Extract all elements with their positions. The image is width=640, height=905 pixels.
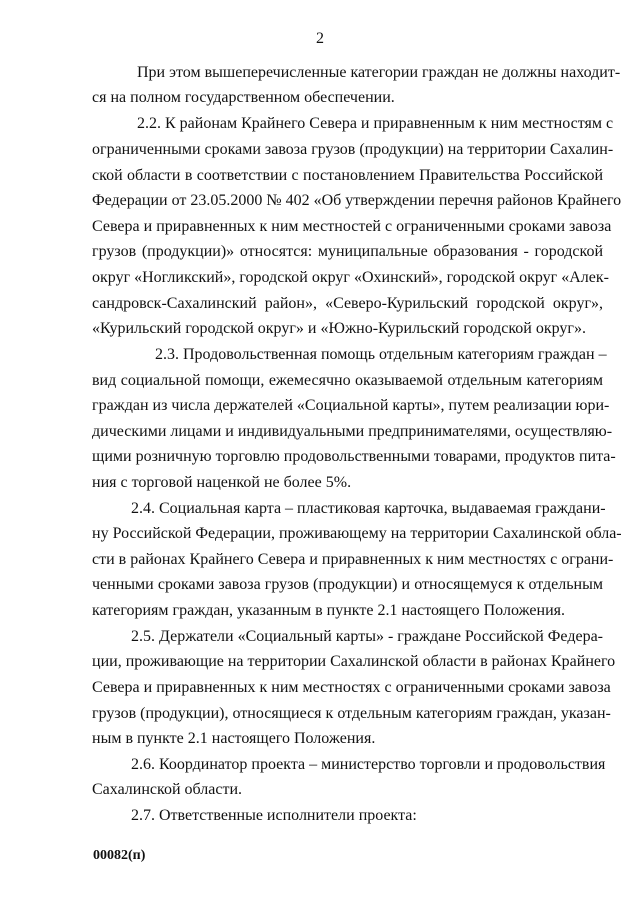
text-line: ограниченными сроками завоза грузов (продукции) на территории Сахалин-: [92, 141, 614, 158]
text-line: грузов (продукции), относящиеся к отдельным категориям граждан, указан-: [92, 705, 611, 722]
text-line: 2.7. Ответственные исполнители проекта:: [131, 807, 417, 824]
text-line: 2.5. Держатели «Социальный карты» - граждане Российской Федера-: [131, 628, 603, 645]
text-line: Севера и приравненных к ним местностях с ограниченными сроками завоза: [92, 679, 611, 696]
text-line: ну Российской Федерации, проживающему на территории Сахалинской обла-: [92, 525, 622, 542]
text-line: округ «Ногликский», городской округ «Охинский», городской округ «Алек-: [92, 269, 609, 286]
page-number: 2: [316, 30, 324, 47]
text-line: категориям граждан, указанным в пункте 2.1 настоящего Положения.: [92, 602, 565, 619]
text-line: ции, проживающие на территории Сахалинской области в районах Крайнего: [92, 653, 616, 670]
text-line: сандровск-Сахалинский район», «Северо-Курильский городской округ»,: [92, 295, 603, 312]
text-line: 2.6. Координатор проекта – министерство торговли и продовольствия: [131, 756, 606, 773]
text-line: сти в районах Крайнего Севера и приравненных к ним местностях с ограни-: [92, 551, 614, 568]
text-line: 2.4. Социальная карта – пластиковая карточка, выдаваемая граждани-: [131, 500, 606, 517]
text-line: Севера и приравненных к ним местностей с ограниченными сроками завоза: [92, 218, 612, 235]
text-line: ской области в соответствии с постановлением Правительства Российской: [92, 167, 603, 184]
text-line: вид социальной помощи, ежемесячно оказываемой отдельным категориям: [92, 372, 603, 389]
text-line: «Курильский городской округ» и «Южно-Курильский городской округ».: [92, 320, 586, 337]
text-line: щими розничную торговлю продовольственными товарами, продуктов пита-: [92, 448, 616, 465]
text-line: Сахалинской области.: [92, 781, 243, 798]
text-line: ся на полном государственном обеспечении.: [92, 89, 395, 106]
text-line: При этом вышеперечисленные категории граждан не должны находит-: [137, 64, 621, 81]
document-code: 00082(п): [93, 848, 146, 863]
text-line: дическими лицами и индивидуальными предпринимателями, осуществляю-: [92, 423, 613, 440]
text-line: ченными сроками завоза грузов (продукции) и относящемуся к отдельным: [92, 576, 603, 593]
text-line: грузов (продукции)» относятся: муниципальные образования - городской: [92, 243, 603, 260]
text-line: ным в пункте 2.1 настоящего Положения.: [92, 730, 376, 747]
text-line: граждан из числа держателей «Социальной карты», путем реализации юри-: [92, 397, 610, 414]
text-line: Федерации от 23.05.2000 № 402 «Об утверждении перечня районов Крайнего: [92, 192, 622, 209]
text-line: 2.2. К районам Крайнего Севера и приравненным к ним местностям с: [137, 115, 614, 132]
text-line: 2.3. Продовольственная помощь отдельным категориям граждан –: [155, 346, 607, 363]
text-line: ния с торговой наценкой не более 5%.: [92, 474, 352, 491]
